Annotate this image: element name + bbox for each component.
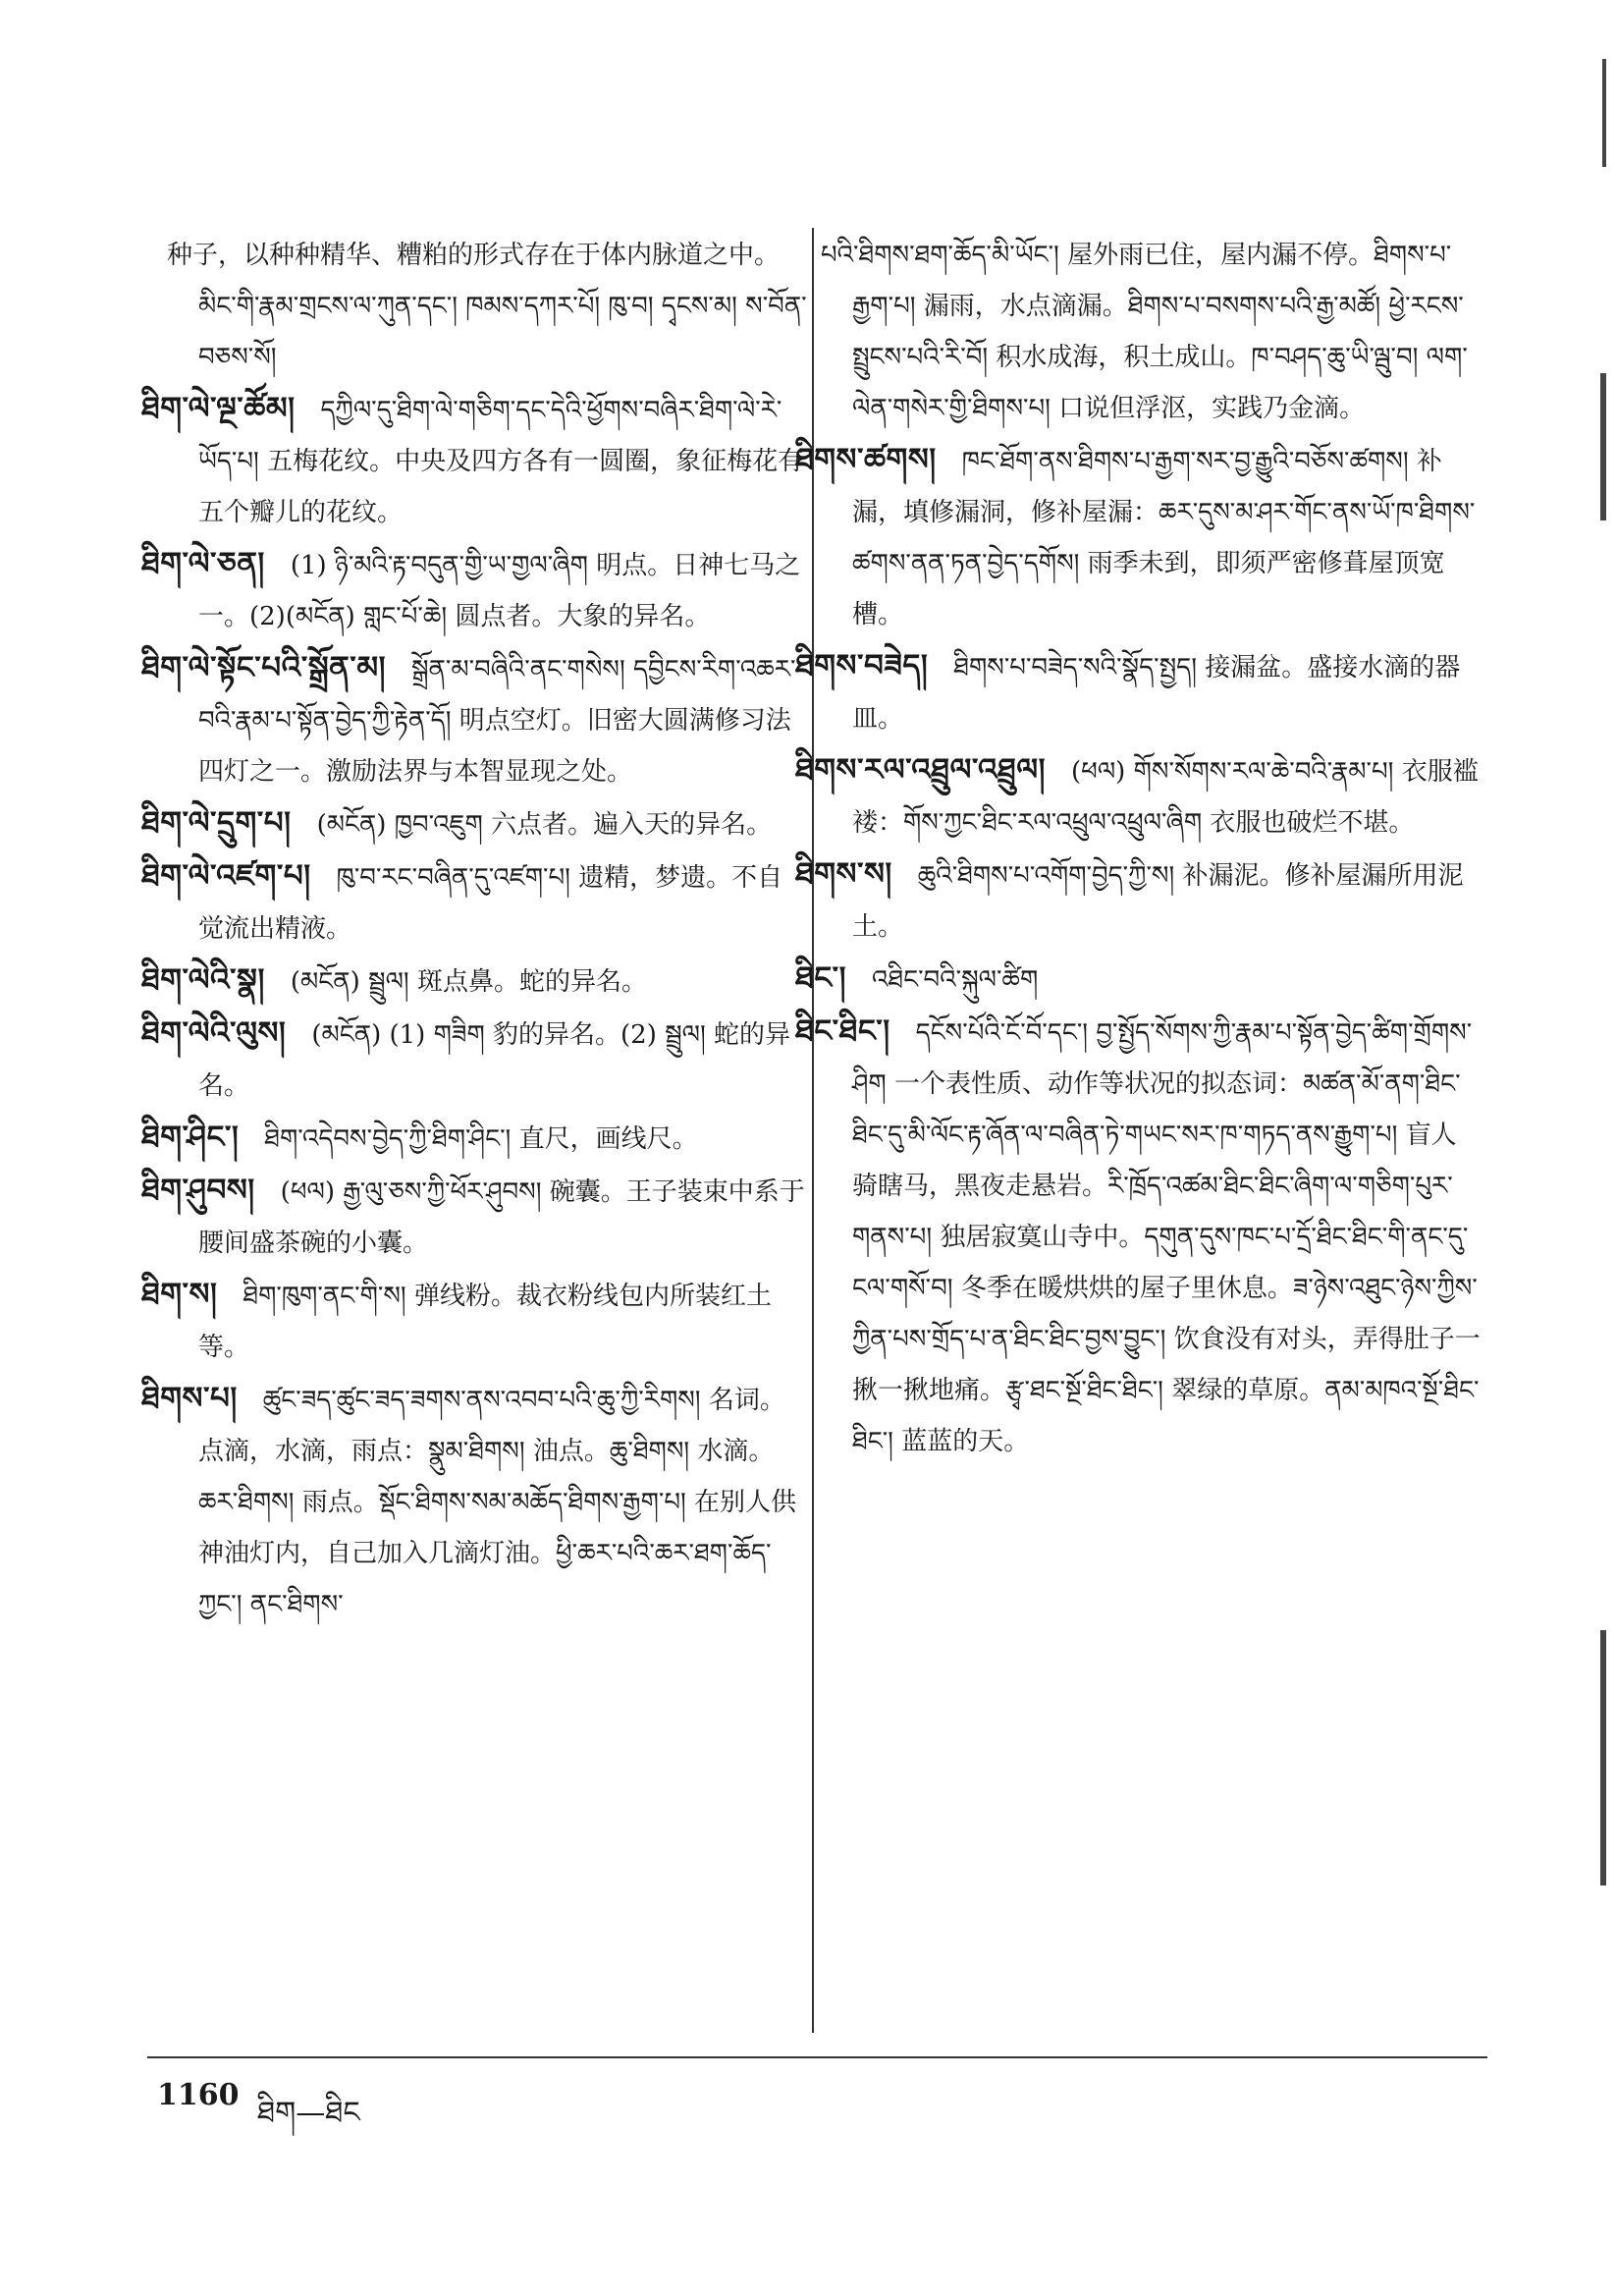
headword: ཐིང་། [795,960,847,996]
scan-edge-mark [1600,373,1606,520]
definition: ཐིག་འདེབས་བྱེད་ཀྱི་ཐིག་ཤིང་། 直尺，画线尺。 [264,1124,698,1154]
definition: འཐིང་བའི་སྐུལ་ཚིག [872,965,1039,995]
dictionary-entry [795,434,1481,640]
definition: (ཕལ) རྒྱ་ལུ་ཅས་ཀྱི་ཕོར་ཤུབས། 碗囊。王子装束中系于腰间盛茶碗的小囊。 [198,1177,805,1258]
headword: ཐིག་ལེ་འཛག་པ། [141,858,311,894]
dictionary-entry [141,955,807,1008]
footer-rule [147,2056,1487,2058]
dictionary-entry [141,797,807,850]
headword: ཐིག་ལེ་ལྔ་ཚོམ། [141,391,296,426]
headword: ཐིགས་རལ་འཐྲུལ་འཐྲུལ། [795,752,1047,788]
dictionary-entry [795,848,1481,953]
definition: ཁང་ཐོག་ནས་ཐིགས་པ་རྒྱག་སར་བྱ་རྒྱུའི་བཅོས་ཚགས། 补漏，填修漏洞，修补屋漏：ཆར་དུས་མ་ཤར་གོང་ནས་ཡོ་ཁ་ཐིགས་ཚགས་ནན་ཏན་བྱེད་དགོས། 雨季未到，即须严密修葺屋顶宽槽。 [852,447,1476,629]
definition: (ཕལ) གོས་སོགས་རལ་ཆེ་བའི་རྣམ་པ། 衣服褴褛：གོས་ཀྱང་ཐིང་རལ་འཕྲུལ་འཕྲུལ་ཞིག 衣服也破烂不堪。 [852,757,1479,838]
definition: 种子，以种种精华、糟粕的形式存在于体内脉道之中。མིང་གི་རྣམ་གྲངས་ལ་ཀུན་དང་། ཁམས་དཀར་པོ། ཁུ་བ། དྭངས་མ། ས་བོན་བཅས་སོ། [167,241,807,372]
headword: ཐིག་ལེའི་སྣ། [141,962,265,998]
dictionary-entry [141,642,807,797]
dictionary-entry [141,1165,807,1269]
headword: ཐིག་ལེའི་ལུས། [141,1015,287,1051]
dictionary-entry [821,228,1481,434]
dictionary-entry [141,1008,807,1112]
definition: དཀྱིལ་དུ་ཐིག་ལེ་གཅིག་དང་དེའི་ཕྱོགས་བཞིར་ཐིག་ལེ་རེ་ཡོད་པ། 五梅花纹。中央及四方各有一圆圈，象征梅花有五个瓣儿的花纹。 [198,396,804,527]
dictionary-entry [141,1269,807,1373]
definition: (མངོན) ཁྱབ་འཇུག 六点者。遍入天的异名。 [316,810,773,840]
definition: (མངོན) (1) གཟིག 豹的异名。(2) སྦྲུལ། 蛇的异名。 [198,1020,791,1101]
definition: པའི་ཐིགས་ཐག་ཆོད་མི་ཡོང་། 屋外雨已住，屋内漏不停。ཐིགས་པ་རྒྱག་པ། 漏雨，水点滴漏。ཐིགས་པ་བསགས་པའི་རྒྱ་མཚོ། ཕྱེ་རངས་སྤྲུངས་པའི་རི་བོ། 积水成海，积土成山。ཁ་བཤད་ཆུ་ཡི་ལྦུ་བ། ལག་ལེན་གསེར་གྱི་ཐིགས་པ། 口说但浮沤，实践乃金滴。 [821,241,1468,423]
scan-edge-mark [1600,1630,1606,1886]
definition: ཚུང་ཟད་ཚུང་ཟད་ཟགས་ནས་འབབ་པའི་ཆུ་ཀྱི་རིགས། 名词。点滴，水滴，雨点：སྣུམ་ཐིགས། 油点。ཆུ་ཐིགས། 水滴。ཆར་ཐིགས། 雨点。སྡོང་ཐིགས་སམ་མཆོད་ཐིགས་རྒྱག་པ། 在别人供神油灯内，自己加入几滴灯油。ཕྱི་ཆར་པའི་ཆར་ཐག་ཆོད་ཀྱང་། ནང་ཐིགས་ [198,1386,797,1619]
headword: ཐིགས་བཟེད། [795,648,929,683]
headword: ཐིག་ལེ་ཅན། [141,546,265,581]
definition: (མངོན) སྦྲུལ། 斑点鼻。蛇的异名。 [290,967,647,997]
dictionary-entry [795,953,1481,1006]
scan-edge-mark [1602,59,1606,167]
headword: ཐིང་ཐིང་། [795,1013,890,1049]
dictionary-entry [141,1112,807,1165]
definition: ཁུ་བ་རང་བཞིན་དུ་འཛག་པ། 遗精，梦遗。不自觉流出精液。 [198,863,783,944]
definition: དངོས་པོའི་ངོ་བོ་དང་། བྱ་སྤྱོད་སོགས་ཀྱི་རྣམ་པ་སྟོན་བྱེད་ཚིག་གྲོགས་ཤིག 一个表性质、动作等状况的拟态词：མཚན་མོ་ནག་ཐིང་ཐིང་དུ་མི་ལོང་རྟ་ཞོན་ལ་བཞིན་ཏེ་གཡང་སར་ཁ་གཏད་ནས་རྒྱུག་པ། 盲人骑瞎马，黑夜走悬岩。རི་ཁྲོད་འཚམ་ཐིང་ཐིང་ཞིག་ལ་གཅིག་པུར་གནས་པ། 独居寂寞山寺中。དགུན་དུས་ཁང་པ་དྲོ་ཐིང་ཐིང་གི་ནང་དུ་ངལ་གསོ་བ། 冬季在暖烘烘的屋子里休息。ཟ་ཉེས་འཐུང་ཉེས་ཀྱིས་ཀྱིན་པས་གྲོད་པ་ན་ཐིང་ཐིང་བྱས་བྱུང་། 饮食没有对头，弄得肚子一揪一揪地痛。རྩྭ་ཐང་སྔོ་ཐིང་ཐིང་། 翠绿的草原。ནམ་མཁའ་སྔོ་ཐིང་ཐིང་། 蓝蓝的天。 [852,1018,1481,1456]
headword: ཐིགས་ཚགས། [795,442,937,477]
headword: ཐིག་ཤུབས། [141,1173,255,1208]
headword: ཐིག་ས། [141,1277,218,1312]
column-divider [812,228,814,2033]
headword: ཐིག་ལེ་དྲུག་པ། [141,805,292,841]
definition: ཐིགས་པ་བཟེད་སའི་སྣོད་སྤྱད། 接漏盆。盛接水滴的器皿。 [852,653,1461,734]
dictionary-entry [141,383,807,538]
definition: ཐིག་ཁུག་ནང་གི་ས། 弹线粉。裁衣粉线包内所装红土等。 [198,1282,772,1362]
dictionary-entry [141,1373,807,1630]
headword: ཐིགས་ས། [795,856,892,892]
dictionary-entry [795,744,1481,848]
page-number: 1160 [157,2078,240,2112]
dictionary-entry [141,850,807,955]
definition: (1) ཉི་མའི་རྟ་བདུན་གྱི་ཡ་གྱལ་ཞིག 明点。日神七马之一。(2)(མངོན) གླང་པོ་ཆེ། 圆点者。大象的异名。 [198,551,801,631]
running-head: ཐིག—ཐིང [257,2096,360,2130]
dictionary-entry [167,228,807,383]
headword: ཐིག་ལེ་སྟོང་པའི་སྒྲོན་མ། [141,650,386,685]
definition: ཆུའི་ཐིགས་པ་འགོག་བྱེད་ཀྱི་ས། 补漏泥。修补屋漏所用泥土。 [852,861,1464,942]
headword: ཐིགས་པ། [141,1381,238,1416]
dictionary-entry [141,538,807,642]
left-column [141,228,807,1630]
right-column [795,228,1481,1467]
dictionary-entry [795,1006,1481,1467]
dictionary-entry [795,640,1481,744]
headword: ཐིག་ཤིང་། [141,1120,240,1155]
definition: སྒྲོན་མ་བཞིའི་ནང་གསེས། དབྱིངས་རིག་འཆར་བའི་རྣམ་པ་སྟོན་བྱེད་ཀྱི་རྟེན་དོ། 明点空灯。旧密大圆满修习法四灯之一。激励法界与本智显现之处。 [198,655,796,787]
